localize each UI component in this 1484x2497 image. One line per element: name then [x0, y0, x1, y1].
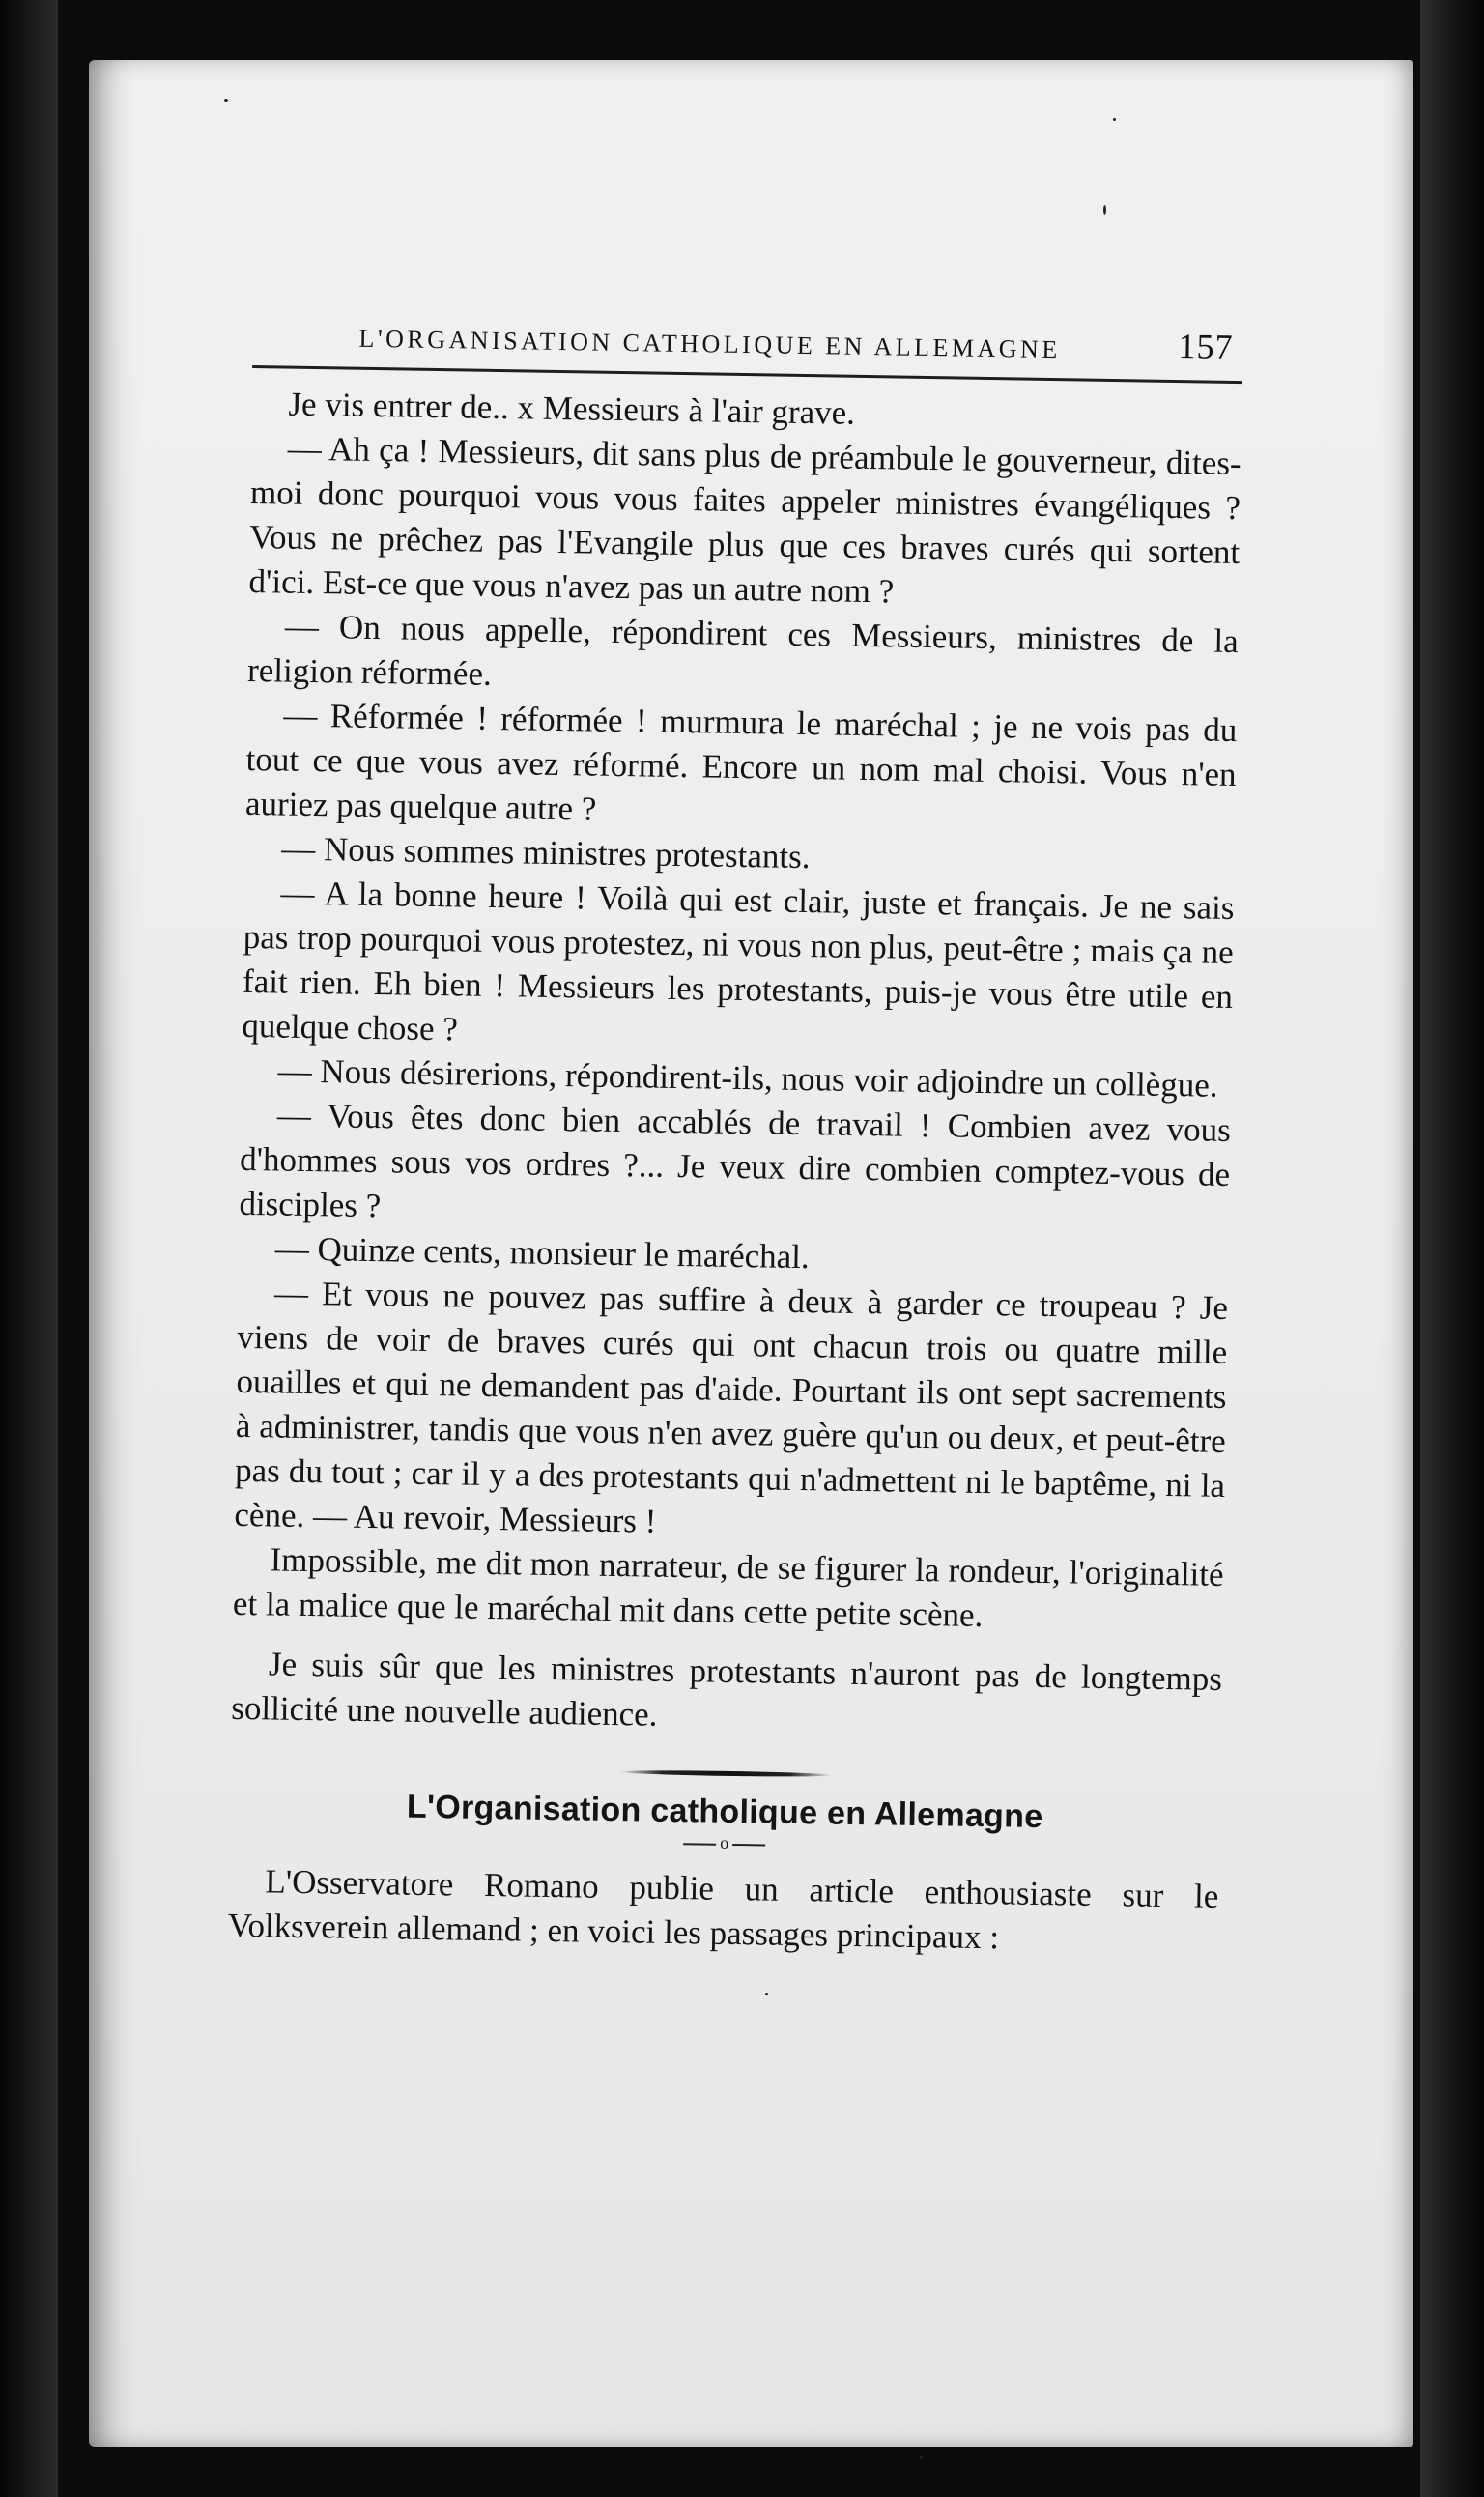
section-intro: L'Osservatore Romano publie un article enthousiaste sur le Volksverein allemand ; en voici les passages principaux : — [227, 1862, 1219, 1957]
running-title: L'ORGANISATION CATHOLIQUE EN ALLEMAGNE — [358, 324, 1061, 364]
paragraph: — Et vous ne pouvez pas suffire à deux à garder ce troupeau ? Je viens de voir de braves curés qui ont chacun trois ou quatre mille ouailles et qui ne demandent pas d'aide. Pourtant ils ont sept sacrements à administrer, tandis que vous n'en avez guère qu'un ou deux, et peut-être pas du tout ; car il y a des protestants qui n'admettent ni le baptême, ni la cène. — Au revoir, Messieurs ! — [234, 1274, 1229, 1540]
section-divider — [619, 1769, 832, 1777]
running-header — [252, 311, 1243, 384]
book-page — [89, 60, 1413, 2447]
body-text — [231, 382, 1242, 1746]
scan-left-edge — [0, 0, 58, 2497]
page-number: 157 — [1178, 327, 1234, 366]
paragraph: Impossible, me dit mon narrateur, de se figurer la rondeur, l'originalité et la malice que le maréchal mit dans cette petite scène. — [232, 1540, 1224, 1635]
paragraph: — Ah ça ! Messieurs, dit sans plus de préambule le gouverneur, dites-moi donc pourquoi vous vous faites appeler ministres évangéliques ? Vous ne prêchez pas l'Evangile plus que ces braves curés qui sortent d'ici. Est-ce que vous n'avez pas un autre nom ? — [248, 429, 1241, 611]
paragraph: — Vous êtes donc bien accablés de travail ! Combien avez vous d'hommes sous vos ordres ?... Je veux dire combien comptez-vous de disciples ? — [239, 1096, 1232, 1225]
section-intro-block — [227, 1859, 1218, 1964]
section-heading: L'Organisation catholique en Allemagne — [406, 1788, 1043, 1836]
ornament-mark: o — [720, 1832, 729, 1852]
paragraph: — On nous appelle, répondirent ces Messieurs, ministres de la religion réformée. — [246, 607, 1240, 693]
page-content — [227, 311, 1242, 1964]
paragraph: Je suis sûr que les ministres protestants n'auront pas de longtemps sollicité une nouvelle audience. — [230, 1645, 1223, 1734]
paragraph: — Nous sommes ministres protestants. — [280, 829, 811, 876]
paragraph: Je vis entrer de.. x Messieurs à l'air grave. — [288, 385, 856, 432]
paragraph: — Nous désirerions, répondirent-ils, nous voir adjoindre un collègue. — [277, 1051, 1218, 1105]
paragraph: — Réformée ! réformée ! murmura le maréchal ; je ne vois pas du tout ce que vous avez réformé. Encore un nom mal choisi. Vous n'en auriez pas quelque autre ? — [244, 696, 1238, 828]
paragraph: — A la bonne heure ! Voilà qui est clair, juste et français. Je ne sais pas trop pourquoi vous protestez, ni vous non plus, peut-être ; mais ça ne fait rien. Eh bien ! Messieurs les protestants, puis-je vous être utile en quelque chose ? — [242, 874, 1235, 1048]
paragraph: — Quinze cents, monsieur le maréchal. — [274, 1229, 811, 1277]
scan-right-edge — [1420, 0, 1484, 2497]
